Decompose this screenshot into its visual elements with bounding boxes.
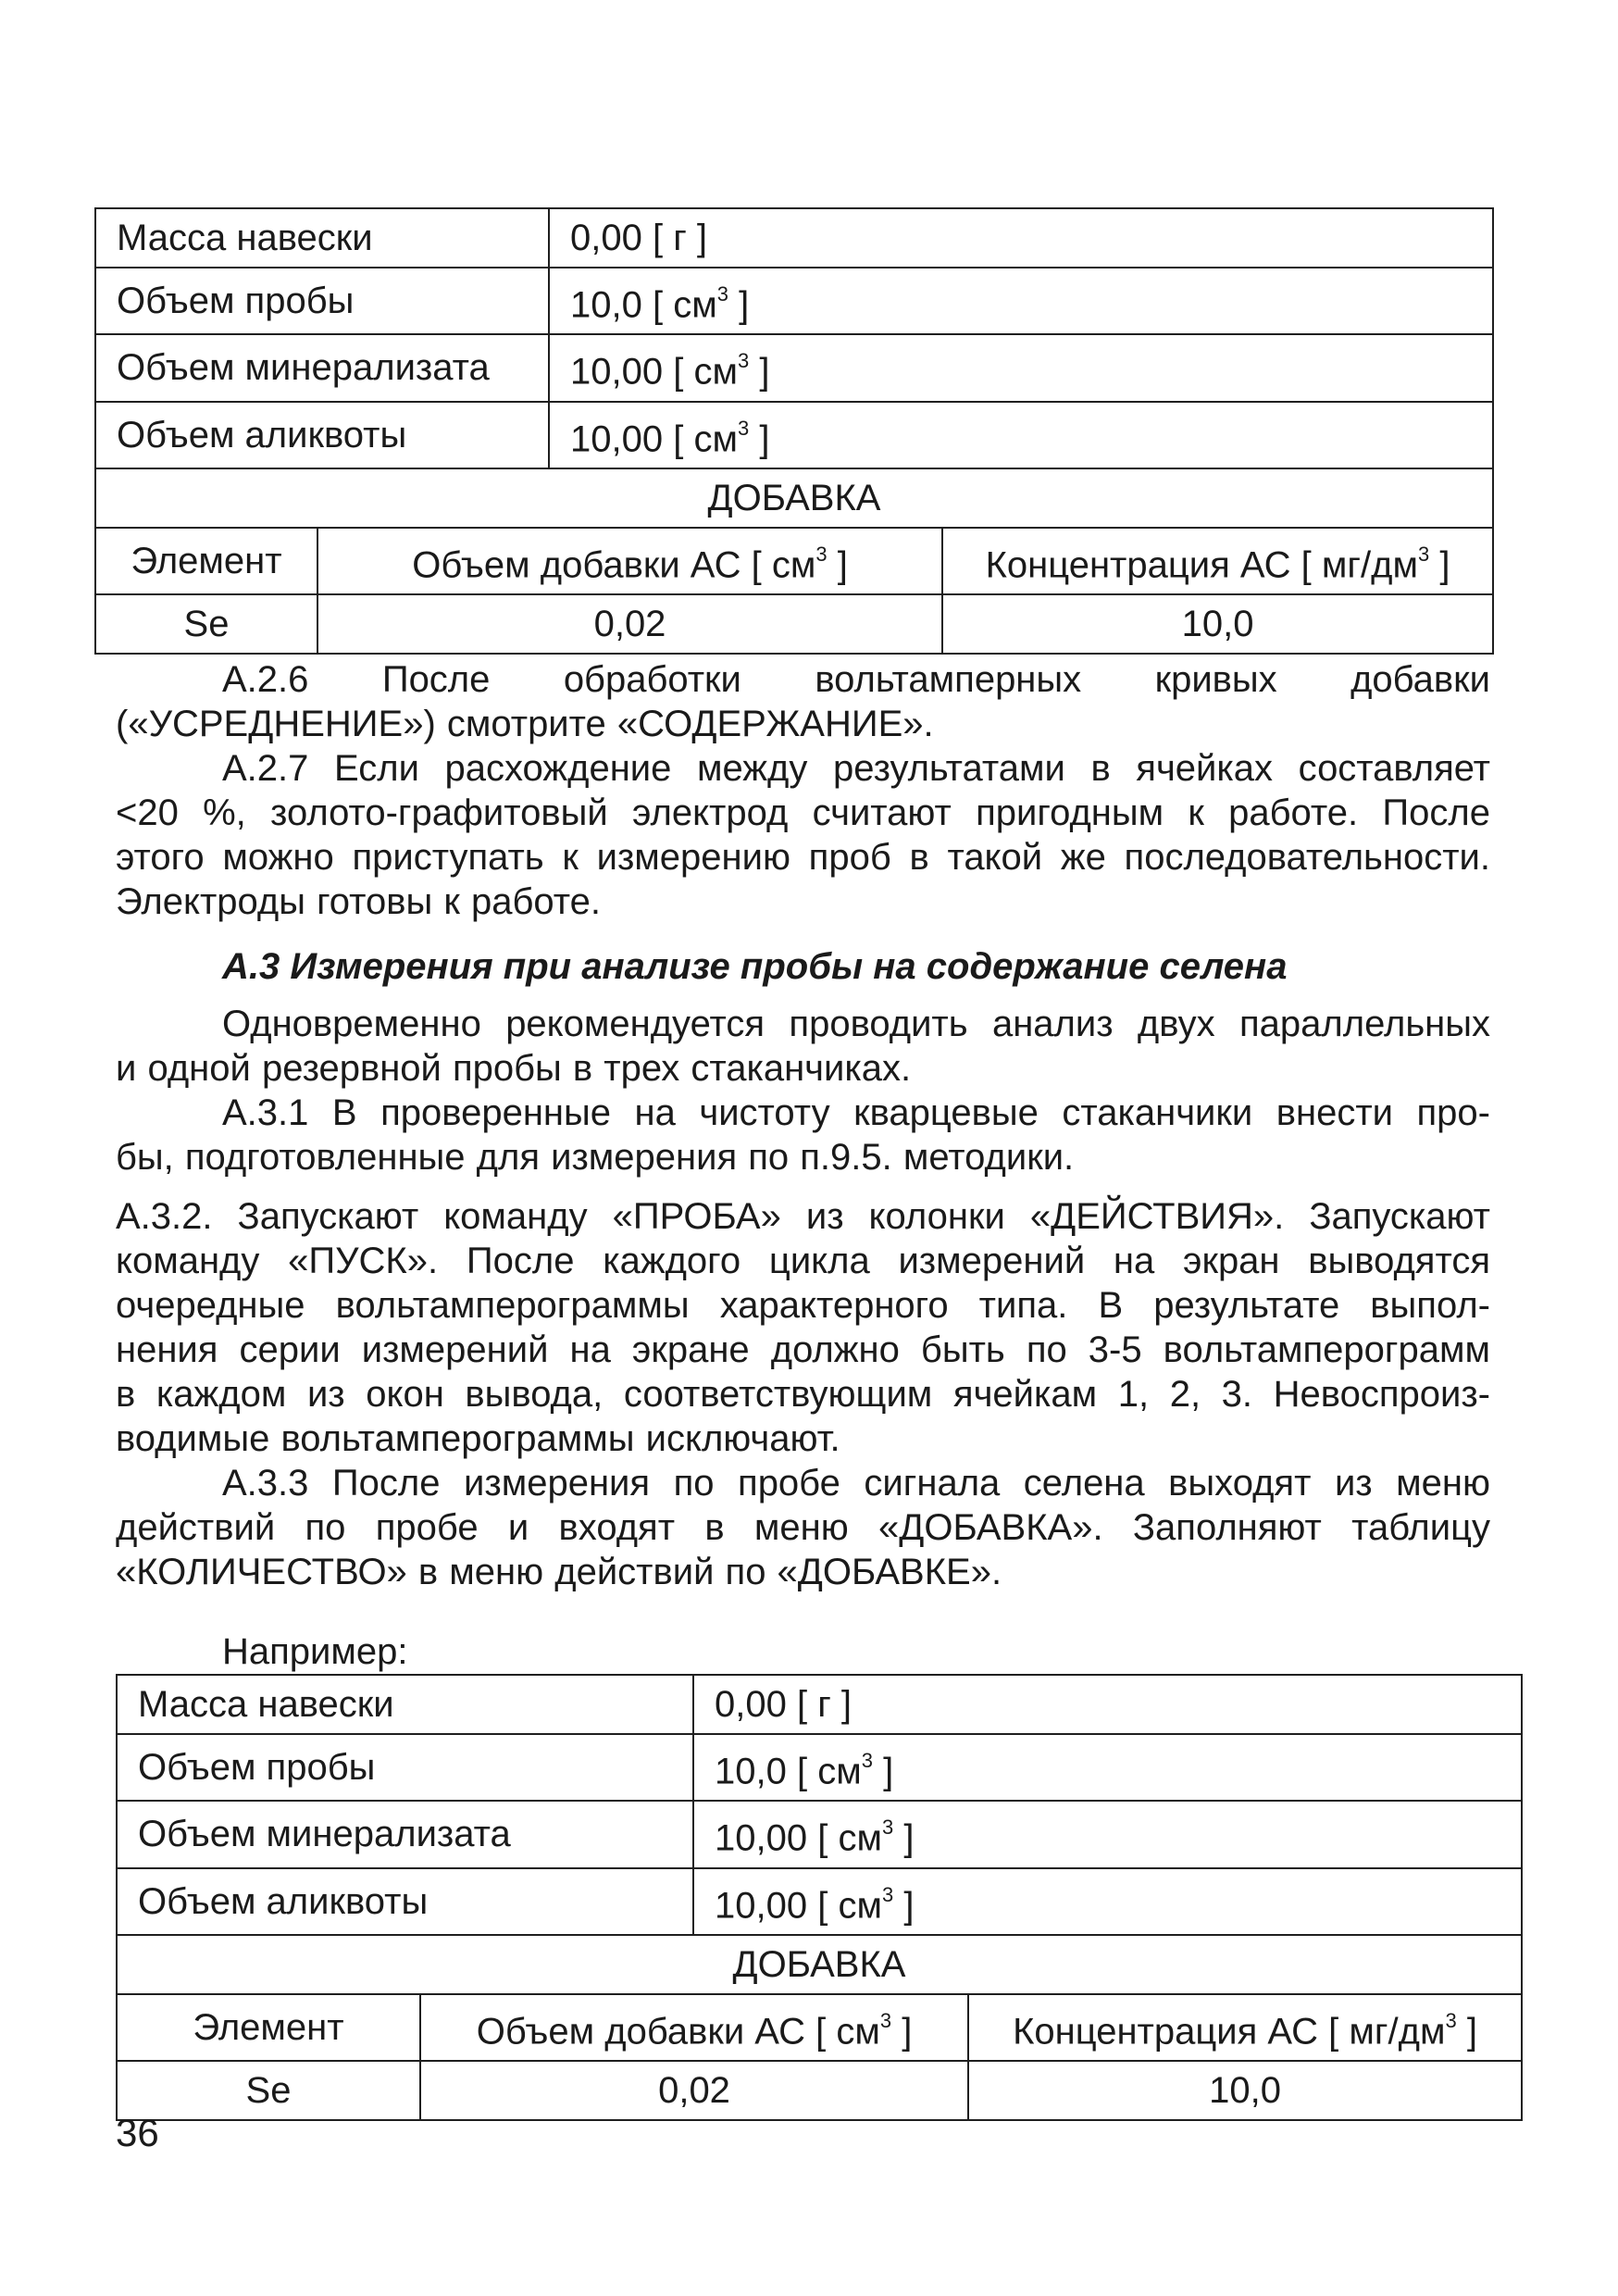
page-number: 36	[116, 2111, 159, 2154]
row-label: Объем пробы	[117, 1734, 693, 1801]
row-label: Объем минерализата	[95, 334, 549, 401]
example-label: Например:	[222, 1631, 408, 1672]
parameters-table-2	[116, 1674, 1523, 2121]
table-header-row	[117, 1994, 1522, 2061]
column-header-element: Элемент	[95, 528, 317, 594]
row-label: Объем аликвоты	[117, 1868, 693, 1935]
row-value: 10,0 [ $см^3$ ]	[549, 268, 1493, 334]
paragraph-a31-line2: бы, подготовленные для измерения по п.9.5. методики.	[116, 1137, 1075, 1178]
row-label: Объем минерализата	[117, 1801, 693, 1867]
paragraph-a27-line2: <20 %, золото-графитовый электрод считают пригодным к работе. После	[116, 792, 1490, 833]
row-label: Объем аликвоты	[95, 402, 549, 468]
row-value: 10,00 [ $см^3$ ]	[693, 1801, 1522, 1867]
paragraph-a32-line3: очередные вольтамперограммы характерного типа. В результате выпол-	[116, 1285, 1490, 1326]
paragraph-a33-line3: «КОЛИЧЕСТВО» в меню действий по «ДОБАВКЕ».	[116, 1552, 1002, 1592]
paragraph-a32-line6: водимые вольтамперограммы исключают.	[116, 1418, 840, 1459]
paragraph-a27-line4: Электроды готовы к работе.	[116, 881, 602, 922]
column-header-element: Элемент	[117, 1994, 420, 2061]
intro-line1: Одновременно рекомендуется проводить анализ двух параллельных	[222, 1004, 1490, 1044]
paragraph-a27-line3: этого можно приступать к измерению проб в такой же последовательности.	[116, 837, 1490, 878]
section-title: ДОБАВКА	[117, 1935, 1522, 1994]
column-header-concentration: Концентрация АС [ $мг/дм^3$ ]	[968, 1994, 1522, 2061]
column-header-volume: Объем добавки АС [ $см^3$ ]	[317, 528, 942, 594]
table-row	[117, 1801, 1522, 1867]
paragraph-a33-line1: А.3.3 После измерения по пробе сигнала селена выходят из меню	[222, 1463, 1490, 1504]
parameters-table-1	[94, 207, 1494, 655]
paragraph-a32-line4: нения серии измерений на экране должно быть по 3-5 вольтамперограмм	[116, 1329, 1490, 1370]
row-value: 10,00 [ $см^3$ ]	[693, 1868, 1522, 1935]
element-cell: Se	[95, 594, 317, 654]
paragraph-a27-line1: А.2.7 Если расхождение между результатами в ячейках составляет	[222, 748, 1490, 789]
row-label: Объем пробы	[95, 268, 549, 334]
paragraph-a31-line1: А.3.1 В проверенные на чистоту кварцевые стаканчики внести про-	[222, 1092, 1490, 1133]
volume-cell: 0,02	[420, 2061, 968, 2120]
row-value: 10,0 [ $см^3$ ]	[693, 1734, 1522, 1801]
intro-line2: и одной резервной пробы в трех стаканчиках.	[116, 1048, 912, 1089]
table-row	[117, 1675, 1522, 1734]
table-row	[117, 2061, 1522, 2120]
paragraph-a32-line5: в каждом из окон вывода, соответствующим ячейкам 1, 2, 3. Невоспроиз-	[116, 1374, 1490, 1415]
table-row	[117, 1868, 1522, 1935]
table-row	[117, 1734, 1522, 1801]
concentration-cell: 10,0	[968, 2061, 1522, 2120]
section-title: ДОБАВКА	[95, 468, 1493, 528]
row-label: Масса навески	[95, 208, 549, 268]
paragraph-a26-line2: («УСРЕДНЕНИЕ») смотрите «СОДЕРЖАНИЕ».	[116, 704, 934, 744]
row-value: 10,00 [ $см^3$ ]	[549, 402, 1493, 468]
concentration-cell: 10,0	[942, 594, 1493, 654]
paragraph-a33-line2: действий по пробе и входят в меню «ДОБАВКА». Заполняют таблицу	[116, 1507, 1490, 1548]
section-heading: А.3 Измерения при анализе пробы на содержание селена	[222, 946, 1288, 987]
table-row	[95, 334, 1493, 401]
table-section-row	[95, 468, 1493, 528]
paragraph-a26-line1: А.2.6 После обработки вольтамперных кривых добавки	[222, 659, 1490, 700]
table-row	[95, 208, 1493, 268]
column-header-volume: Объем добавки АС [ $см^3$ ]	[420, 1994, 968, 2061]
table-row	[95, 594, 1493, 654]
row-value: 0,00 [ г ]	[693, 1675, 1522, 1734]
column-header-concentration: Концентрация АС [ $мг/дм^3$ ]	[942, 528, 1493, 594]
row-label: Масса навески	[117, 1675, 693, 1734]
row-value: 10,00 [ $см^3$ ]	[549, 334, 1493, 401]
volume-cell: 0,02	[317, 594, 942, 654]
element-cell: Se	[117, 2061, 420, 2120]
row-value: 0,00 [ г ]	[549, 208, 1493, 268]
table-row	[95, 402, 1493, 468]
table-header-row	[95, 528, 1493, 594]
paragraph-a32-line2: команду «ПУСК». После каждого цикла измерений на экран выводятся	[116, 1241, 1490, 1281]
paragraph-a32-line1: А.3.2. Запускают команду «ПРОБА» из колонки «ДЕЙСТВИЯ». Запускают	[116, 1196, 1490, 1237]
table-row	[95, 268, 1493, 334]
table-section-row	[117, 1935, 1522, 1994]
